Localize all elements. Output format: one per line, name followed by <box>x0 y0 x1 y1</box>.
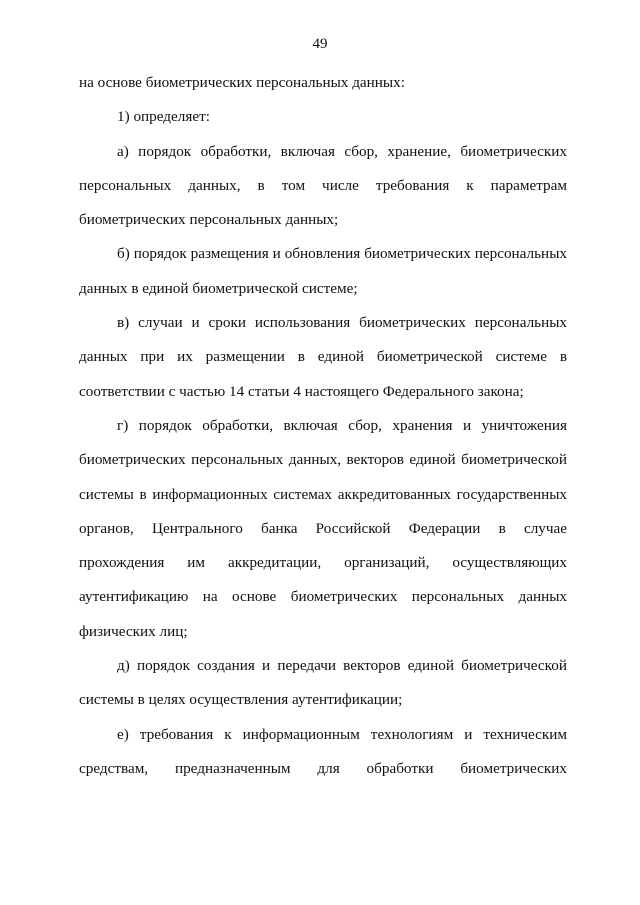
text-line: персональных данных, в том числе требования к параметрам <box>79 176 567 194</box>
text-line: системы в целях осуществления аутентификации; <box>79 691 403 709</box>
text-line: соответствии с частью 14 статьи 4 настоящего Федерального закона; <box>79 382 524 400</box>
text-line: б) порядок размещения и обновления биометрических персональных <box>117 245 567 263</box>
text-line: органов, Центрального банка Российской Федерации в случае <box>79 519 567 537</box>
text-line: данных в единой биометрической системе; <box>79 279 358 297</box>
text-line: системы в информационных системах аккредитованных государственных <box>79 485 567 503</box>
document-body <box>79 66 567 786</box>
page-number: 49 <box>312 36 328 52</box>
text-line: д) порядок создания и передачи векторов единой биометрической <box>117 657 567 675</box>
text-line: 1) определяет: <box>117 108 210 126</box>
text-line: данных при их размещении в единой биометрической системе в <box>79 348 567 366</box>
text-line: средствам, предназначенным для обработки биометрических <box>79 759 567 777</box>
text-line: биометрических персональных данных, векторов единой биометрической <box>79 451 567 469</box>
text-line: г) порядок обработки, включая сбор, хранения и уничтожения <box>117 416 567 434</box>
text-line: прохождения им аккредитации, организаций, осуществляющих <box>79 554 567 572</box>
text-line: биометрических персональных данных; <box>79 211 339 229</box>
text-line: аутентификацию на основе биометрических персональных данных <box>79 588 567 606</box>
text-line: а) порядок обработки, включая сбор, хранение, биометрических <box>117 142 567 160</box>
text-line: физических лиц; <box>79 622 188 640</box>
text-line: в) случаи и сроки использования биометрических персональных <box>117 314 567 332</box>
text-line: на основе биометрических персональных данных: <box>79 74 405 91</box>
text-line: е) требования к информационным технологиям и техническим <box>117 725 567 743</box>
